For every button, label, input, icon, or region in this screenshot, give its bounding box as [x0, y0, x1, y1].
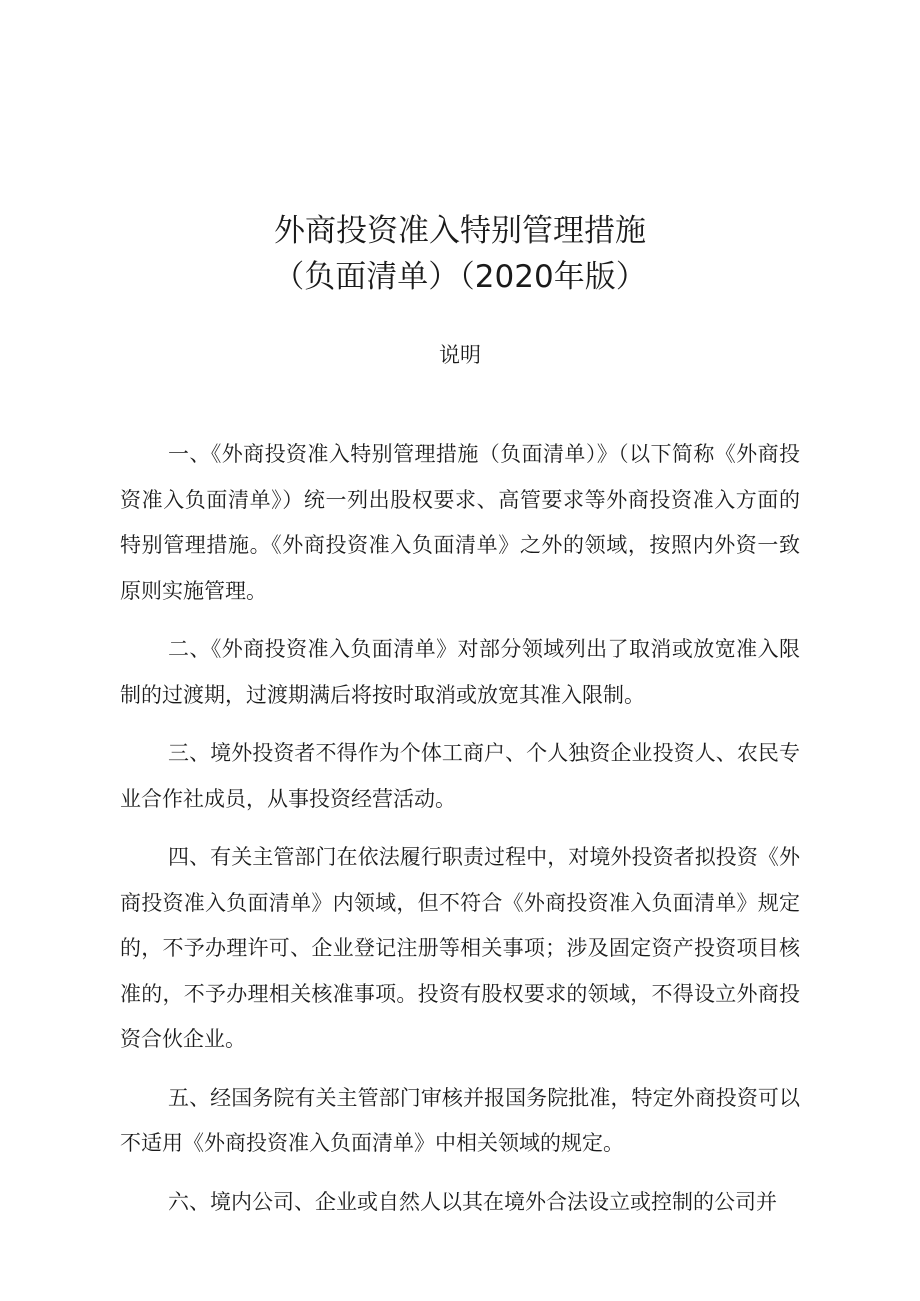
document-title	[0, 208, 920, 300]
section-heading: 说明	[439, 343, 481, 367]
paragraph-4: 四、有关主管部门在依法履行职责过程中，对境外投资者拟投资《外商投资准入负面清单》内领域，但不符合《外商投资准入负面清单》规定的，不予办理许可、企业登记注册等相关事项；涉及固定资产投资项目核准的，不予办理相关核准事项。投资有股权要求的领域，不得设立外商投资合伙企业。	[120, 845, 800, 1051]
paragraph-2: 二、《外商投资准入负面清单》对部分领域列出了取消或放宽准入限制的过渡期，过渡期满后将按时取消或放宽其准入限制。	[120, 637, 800, 707]
document-body	[120, 432, 800, 1238]
paragraph-1: 一、《外商投资准入特别管理措施（负面清单）》（以下简称《外商投资准入负面清单》）统一列出股权要求、高管要求等外商投资准入方面的特别管理措施。《外商投资准入负面清单》之外的领域，按照内外资一致原则实施管理。	[120, 442, 800, 603]
paragraph-6: 六、境内公司、企业或自然人以其在境外合法设立或控制的公司并	[168, 1189, 777, 1214]
paragraph-5: 五、经国务院有关主管部门审核并报国务院批准，特定外商投资可以不适用《外商投资准入负面清单》中相关领域的规定。	[120, 1085, 800, 1155]
title-line-1: 外商投资准入特别管理措施	[274, 213, 646, 249]
title-line-2: （负面清单）（2020年版）	[273, 259, 647, 295]
paragraph-3: 三、境外投资者不得作为个体工商户、个人独资企业投资人、农民专业合作社成员，从事投资经营活动。	[120, 741, 800, 811]
